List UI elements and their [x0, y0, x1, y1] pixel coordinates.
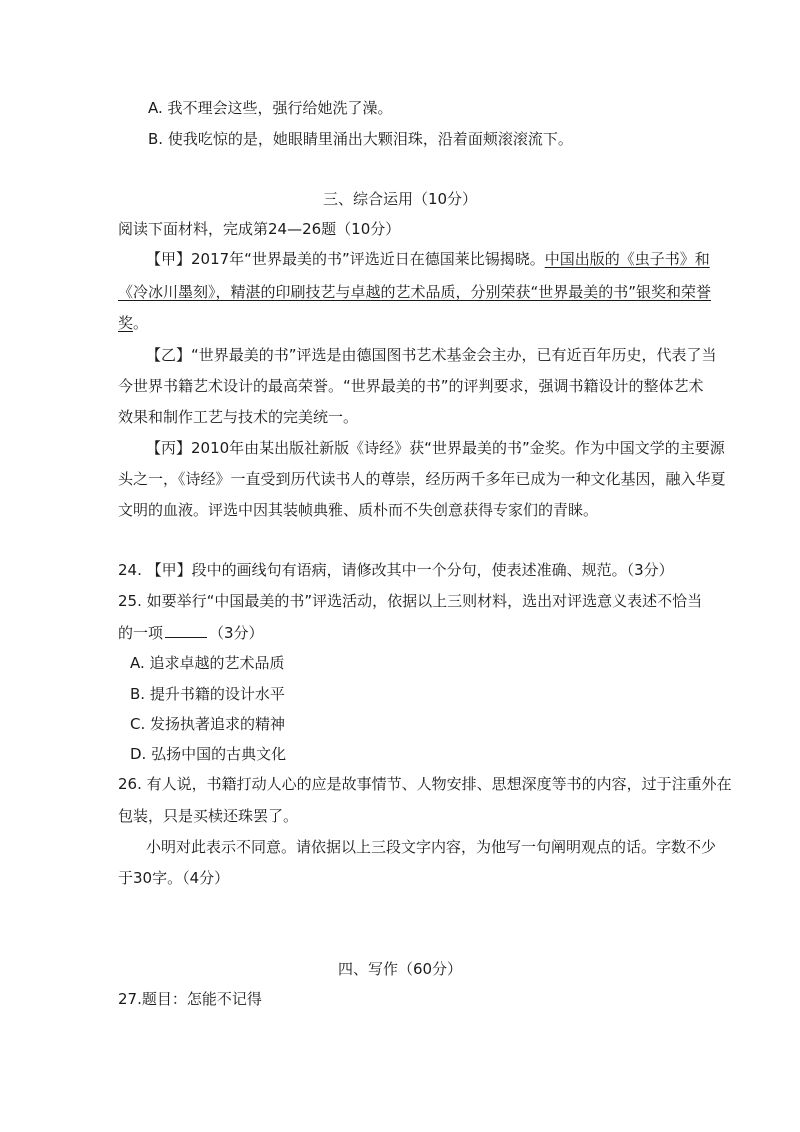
passage-yi-line-3: 效果和制作工艺与技术的完美统一。: [118, 408, 359, 426]
underlined-sentence-part-2: 《冷冰川墨刻》，精湛的印刷技艺与卓越的艺术品质，分别荣获“世界最美的书”银奖和荣誉: [118, 283, 712, 301]
passage-bing-line-1: 【丙】2010年由某出版社新版《诗经》获“世界最美的书”金奖。作为中国文学的主要源: [146, 439, 725, 457]
underlined-sentence-part-1: 中国出版的《虫子书》和: [544, 250, 710, 268]
option-b: B. 使我吃惊的是，她眼睛里涌出大颗泪珠，沿着面颊滚滚流下。: [148, 130, 573, 148]
answer-blank[interactable]: [165, 623, 207, 638]
section-3-heading: 三、综合运用（10分）: [322, 190, 478, 208]
question-25-line-2: [118, 622, 264, 644]
passage-jia-end: 。: [133, 314, 149, 332]
passage-jia-line-2: [118, 281, 711, 303]
question-26-line-3: 小明对此表示不同意。请依据以上三段文字内容，为他写一句阐明观点的话。字数不少: [146, 838, 717, 856]
question-25-option-a: A. 追求卓越的艺术品质: [130, 654, 285, 672]
section-3-intro: 阅读下面材料，完成第24—26题（10分）: [118, 220, 401, 238]
question-25-option-b: B. 提升书籍的设计水平: [130, 685, 285, 703]
question-27: 27.题目：怎能不记得: [118, 990, 262, 1008]
underlined-sentence-part-3: 奖: [118, 314, 134, 332]
section-4-heading: 四、写作（60分）: [337, 960, 463, 978]
passage-yi-line-2: 今世界书籍艺术设计的最高荣誉。“世界最美的书”的评判要求，强调书籍设计的整体艺术: [118, 377, 704, 395]
question-26-line-2: 包装，只是买椟还珠罢了。: [118, 807, 299, 825]
option-a: A. 我不理会这些，强行给她洗了澡。: [148, 99, 393, 117]
passage-bing-line-2: 头之一，《诗经》一直受到历代读书人的尊崇，经历两千多年已成为一种文化基因，融入华夏: [118, 470, 726, 488]
passage-jia-line-3: [118, 312, 148, 334]
question-24: 24. 【甲】段中的画线句有语病，请修改其中一个分句，使表述准确、规范。（3分）: [118, 561, 674, 579]
passage-bing-line-3: 文明的血液。评选中因其装帧典雅、质朴而不失创意获得专家们的青睐。: [118, 501, 599, 519]
question-26-line-4: 于30字。（4分）: [118, 869, 230, 887]
question-25-option-c: C. 发扬执著追求的精神: [130, 715, 286, 733]
question-25-score: （3分）: [209, 624, 264, 642]
passage-jia-lead: 【甲】2017年“世界最美的书”评选近日在德国莱比锡揭晓。: [146, 250, 545, 268]
passage-yi-line-1: 【乙】“世界最美的书”评选是由德国图书艺术基金会主办，已有近百年历史，代表了当: [146, 346, 717, 364]
question-25-text: 的一项: [118, 624, 164, 642]
question-26-line-1: 26. 有人说，书籍打动人心的应是故事情节、人物安排、思想深度等书的内容，过于注重外在: [118, 775, 732, 793]
question-25-line-1: 25. 如要举行“中国最美的书”评选活动，依据以上三则材料，选出对评选意义表述不恰当: [118, 592, 703, 610]
question-25-option-d: D. 弘扬中国的古典文化: [130, 745, 287, 763]
passage-jia-line-1: [146, 248, 710, 270]
